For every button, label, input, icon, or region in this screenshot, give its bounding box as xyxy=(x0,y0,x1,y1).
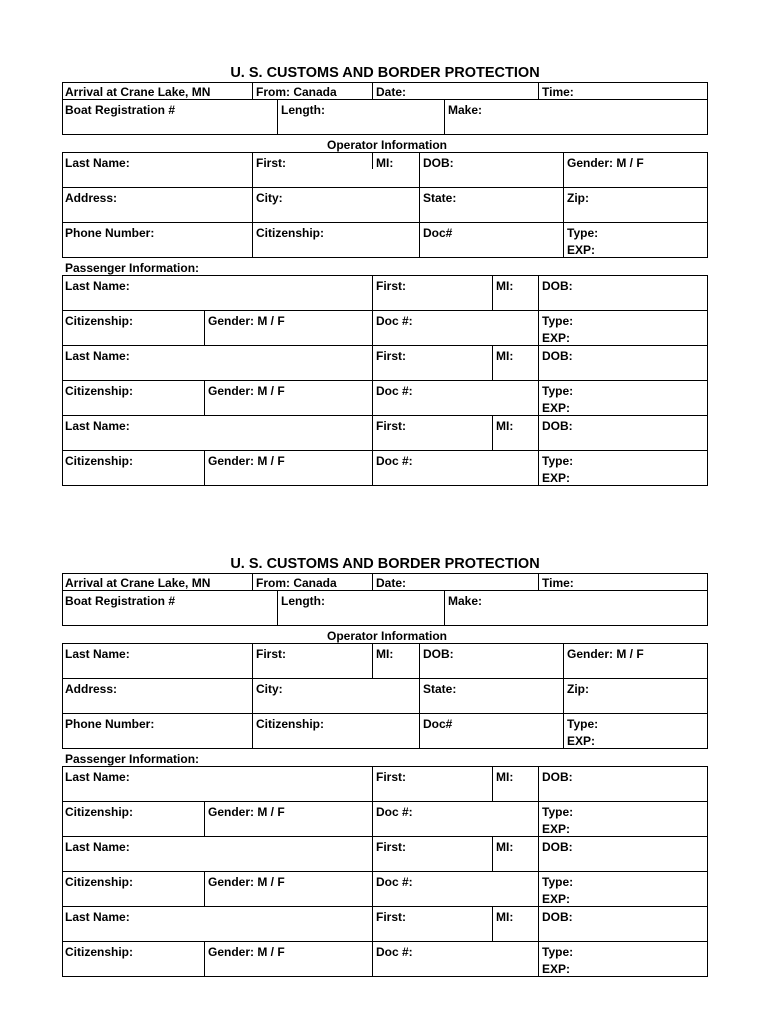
passenger-3-first-name-field[interactable]: First: xyxy=(376,419,406,433)
passenger-3-mi-field[interactable]: MI: xyxy=(496,910,514,924)
make-field[interactable]: Make: xyxy=(448,103,483,117)
divider xyxy=(444,99,445,135)
divider xyxy=(492,415,493,450)
passenger-3-first-name-field[interactable]: First: xyxy=(376,910,406,924)
divider xyxy=(538,573,539,590)
passenger-3-doc-type-field[interactable]: Type: xyxy=(542,945,574,959)
passenger-2-doc-type-field[interactable]: Type: xyxy=(542,875,574,889)
divider xyxy=(204,871,205,906)
passenger-1-doc-exp-field[interactable]: EXP: xyxy=(542,822,571,836)
divider xyxy=(252,82,253,99)
operator-gender-field[interactable]: Gender: M / F xyxy=(567,156,644,170)
operator-citizenship-field[interactable]: Citizenship: xyxy=(256,226,324,240)
passenger-1-mi-field[interactable]: MI: xyxy=(496,770,514,784)
boat-registration-field[interactable]: Boat Registration # xyxy=(65,594,176,608)
passenger-1-last-name-field[interactable]: Last Name: xyxy=(65,770,130,784)
passenger-1-doc-exp-field[interactable]: EXP: xyxy=(542,331,571,345)
passenger-3-last-name-field[interactable]: Last Name: xyxy=(65,419,130,433)
passenger-1-citizenship-field[interactable]: Citizenship: xyxy=(65,805,133,819)
form-title: U. S. CUSTOMS AND BORDER PROTECTION xyxy=(230,556,540,572)
divider xyxy=(419,152,420,258)
passenger-1-doc-field[interactable]: Doc #: xyxy=(376,805,413,819)
divider xyxy=(252,643,253,749)
passenger-1-gender-field[interactable]: Gender: M / F xyxy=(208,314,285,328)
operator-city-field[interactable]: City: xyxy=(256,191,283,205)
divider xyxy=(492,836,493,871)
divider xyxy=(252,573,253,590)
passenger-2-citizenship-field[interactable]: Citizenship: xyxy=(65,384,133,398)
divider xyxy=(563,152,564,258)
divider xyxy=(492,345,493,380)
operator-mi-field[interactable]: MI: xyxy=(376,647,394,661)
length-field[interactable]: Length: xyxy=(281,103,325,117)
passenger-2-dob-field[interactable]: DOB: xyxy=(542,349,573,363)
operator-first-name-field[interactable]: First: xyxy=(256,647,286,661)
divider xyxy=(62,415,708,416)
arrival-location-label: Arrival at Crane Lake, MN xyxy=(65,576,211,590)
divider xyxy=(204,380,205,415)
operator-state-field[interactable]: State: xyxy=(423,191,457,205)
divider xyxy=(62,713,708,714)
divider xyxy=(277,99,278,135)
divider xyxy=(204,450,205,486)
date-field[interactable]: Date: xyxy=(376,85,407,99)
divider xyxy=(62,380,708,381)
passenger-3-last-name-field[interactable]: Last Name: xyxy=(65,910,130,924)
divider xyxy=(62,99,708,100)
divider xyxy=(62,836,708,837)
passenger-3-doc-exp-field[interactable]: EXP: xyxy=(542,962,571,976)
operator-doc-type-field[interactable]: Type: xyxy=(567,226,599,240)
divider xyxy=(204,801,205,836)
passenger-2-doc-field[interactable]: Doc #: xyxy=(376,875,413,889)
passenger-2-doc-field[interactable]: Doc #: xyxy=(376,384,413,398)
customs-form-2 xyxy=(0,491,770,982)
operator-doc-field[interactable]: Doc# xyxy=(423,717,453,731)
divider xyxy=(372,643,373,678)
divider xyxy=(62,906,708,907)
passenger-1-gender-field[interactable]: Gender: M / F xyxy=(208,805,285,819)
passenger-2-first-name-field[interactable]: First: xyxy=(376,840,406,854)
divider xyxy=(372,152,373,169)
length-field[interactable]: Length: xyxy=(281,594,325,608)
operator-state-field[interactable]: State: xyxy=(423,682,457,696)
divider xyxy=(492,906,493,941)
divider xyxy=(372,275,373,486)
divider xyxy=(204,310,205,345)
passenger-1-doc-type-field[interactable]: Type: xyxy=(542,314,574,328)
divider xyxy=(538,275,539,486)
passenger-1-dob-field[interactable]: DOB: xyxy=(542,770,573,784)
operator-last-name-field[interactable]: Last Name: xyxy=(65,156,130,170)
time-field[interactable]: Time: xyxy=(542,85,574,99)
passenger-2-citizenship-field[interactable]: Citizenship: xyxy=(65,875,133,889)
operator-city-field[interactable]: City: xyxy=(256,682,283,696)
operator-mi-field[interactable]: MI: xyxy=(376,156,394,170)
divider xyxy=(62,187,708,188)
passenger-3-dob-field[interactable]: DOB: xyxy=(542,419,573,433)
divider xyxy=(372,766,373,977)
passenger-3-gender-field[interactable]: Gender: M / F xyxy=(208,454,285,468)
passenger-1-mi-field[interactable]: MI: xyxy=(496,279,514,293)
divider xyxy=(62,345,708,346)
passenger-3-doc-field[interactable]: Doc #: xyxy=(376,945,413,959)
operator-dob-field[interactable]: DOB: xyxy=(423,156,454,170)
divider xyxy=(444,590,445,626)
make-field[interactable]: Make: xyxy=(448,594,483,608)
operator-heading: Operator Information xyxy=(327,138,448,152)
operator-zip-field[interactable]: Zip: xyxy=(567,191,589,205)
time-field[interactable]: Time: xyxy=(542,576,574,590)
operator-first-name-field[interactable]: First: xyxy=(256,156,286,170)
passenger-3-mi-field[interactable]: MI: xyxy=(496,419,514,433)
divider xyxy=(204,941,205,977)
passenger-2-last-name-field[interactable]: Last Name: xyxy=(65,349,130,363)
operator-phone-field[interactable]: Phone Number: xyxy=(65,717,155,731)
passenger-3-dob-field[interactable]: DOB: xyxy=(542,910,573,924)
passenger-heading: Passenger Information: xyxy=(65,261,200,275)
divider xyxy=(62,871,708,872)
passenger-1-doc-field[interactable]: Doc #: xyxy=(376,314,413,328)
operator-heading: Operator Information xyxy=(327,629,448,643)
passenger-2-mi-field[interactable]: MI: xyxy=(496,349,514,363)
passenger-2-doc-exp-field[interactable]: EXP: xyxy=(542,892,571,906)
divider xyxy=(252,152,253,258)
customs-form-1 xyxy=(0,0,770,491)
passenger-3-doc-type-field[interactable]: Type: xyxy=(542,454,574,468)
operator-address-field[interactable]: Address: xyxy=(65,682,118,696)
divider xyxy=(419,643,420,749)
passenger-1-dob-field[interactable]: DOB: xyxy=(542,279,573,293)
operator-citizenship-field[interactable]: Citizenship: xyxy=(256,717,324,731)
passenger-2-doc-exp-field[interactable]: EXP: xyxy=(542,401,571,415)
boat-registration-field[interactable]: Boat Registration # xyxy=(65,103,176,117)
passenger-2-mi-field[interactable]: MI: xyxy=(496,840,514,854)
arrival-location-label: Arrival at Crane Lake, MN xyxy=(65,85,211,99)
from-label: From: Canada xyxy=(256,85,337,99)
from-label: From: Canada xyxy=(256,576,337,590)
form-title: U. S. CUSTOMS AND BORDER PROTECTION xyxy=(230,65,540,81)
divider xyxy=(62,450,708,451)
operator-doc-field[interactable]: Doc# xyxy=(423,226,453,240)
divider xyxy=(372,82,373,99)
passenger-2-last-name-field[interactable]: Last Name: xyxy=(65,840,130,854)
date-field[interactable]: Date: xyxy=(376,576,407,590)
operator-dob-field[interactable]: DOB: xyxy=(423,647,454,661)
divider xyxy=(563,643,564,749)
passenger-2-dob-field[interactable]: DOB: xyxy=(542,840,573,854)
operator-zip-field[interactable]: Zip: xyxy=(567,682,589,696)
divider xyxy=(372,573,373,590)
passenger-1-citizenship-field[interactable]: Citizenship: xyxy=(65,314,133,328)
divider xyxy=(62,801,708,802)
passenger-2-gender-field[interactable]: Gender: M / F xyxy=(208,875,285,889)
divider xyxy=(277,590,278,626)
passenger-3-gender-field[interactable]: Gender: M / F xyxy=(208,945,285,959)
passenger-3-doc-exp-field[interactable]: EXP: xyxy=(542,471,571,485)
divider xyxy=(492,766,493,801)
operator-doc-type-field[interactable]: Type: xyxy=(567,717,599,731)
divider xyxy=(62,590,708,591)
divider xyxy=(492,275,493,310)
passenger-2-doc-type-field[interactable]: Type: xyxy=(542,384,574,398)
operator-doc-exp-field[interactable]: EXP: xyxy=(567,734,596,748)
operator-phone-field[interactable]: Phone Number: xyxy=(65,226,155,240)
divider xyxy=(62,941,708,942)
passenger-1-doc-type-field[interactable]: Type: xyxy=(542,805,574,819)
passenger-1-first-name-field[interactable]: First: xyxy=(376,770,406,784)
divider xyxy=(62,310,708,311)
operator-doc-exp-field[interactable]: EXP: xyxy=(567,243,596,257)
operator-last-name-field[interactable]: Last Name: xyxy=(65,647,130,661)
passenger-1-last-name-field[interactable]: Last Name: xyxy=(65,279,130,293)
divider xyxy=(538,766,539,977)
divider xyxy=(538,82,539,99)
operator-address-field[interactable]: Address: xyxy=(65,191,118,205)
passenger-3-doc-field[interactable]: Doc #: xyxy=(376,454,413,468)
passenger-heading: Passenger Information: xyxy=(65,752,200,766)
passenger-1-first-name-field[interactable]: First: xyxy=(376,279,406,293)
divider xyxy=(62,222,708,223)
passenger-2-gender-field[interactable]: Gender: M / F xyxy=(208,384,285,398)
passenger-3-citizenship-field[interactable]: Citizenship: xyxy=(65,945,133,959)
divider xyxy=(62,678,708,679)
passenger-3-citizenship-field[interactable]: Citizenship: xyxy=(65,454,133,468)
operator-gender-field[interactable]: Gender: M / F xyxy=(567,647,644,661)
passenger-2-first-name-field[interactable]: First: xyxy=(376,349,406,363)
